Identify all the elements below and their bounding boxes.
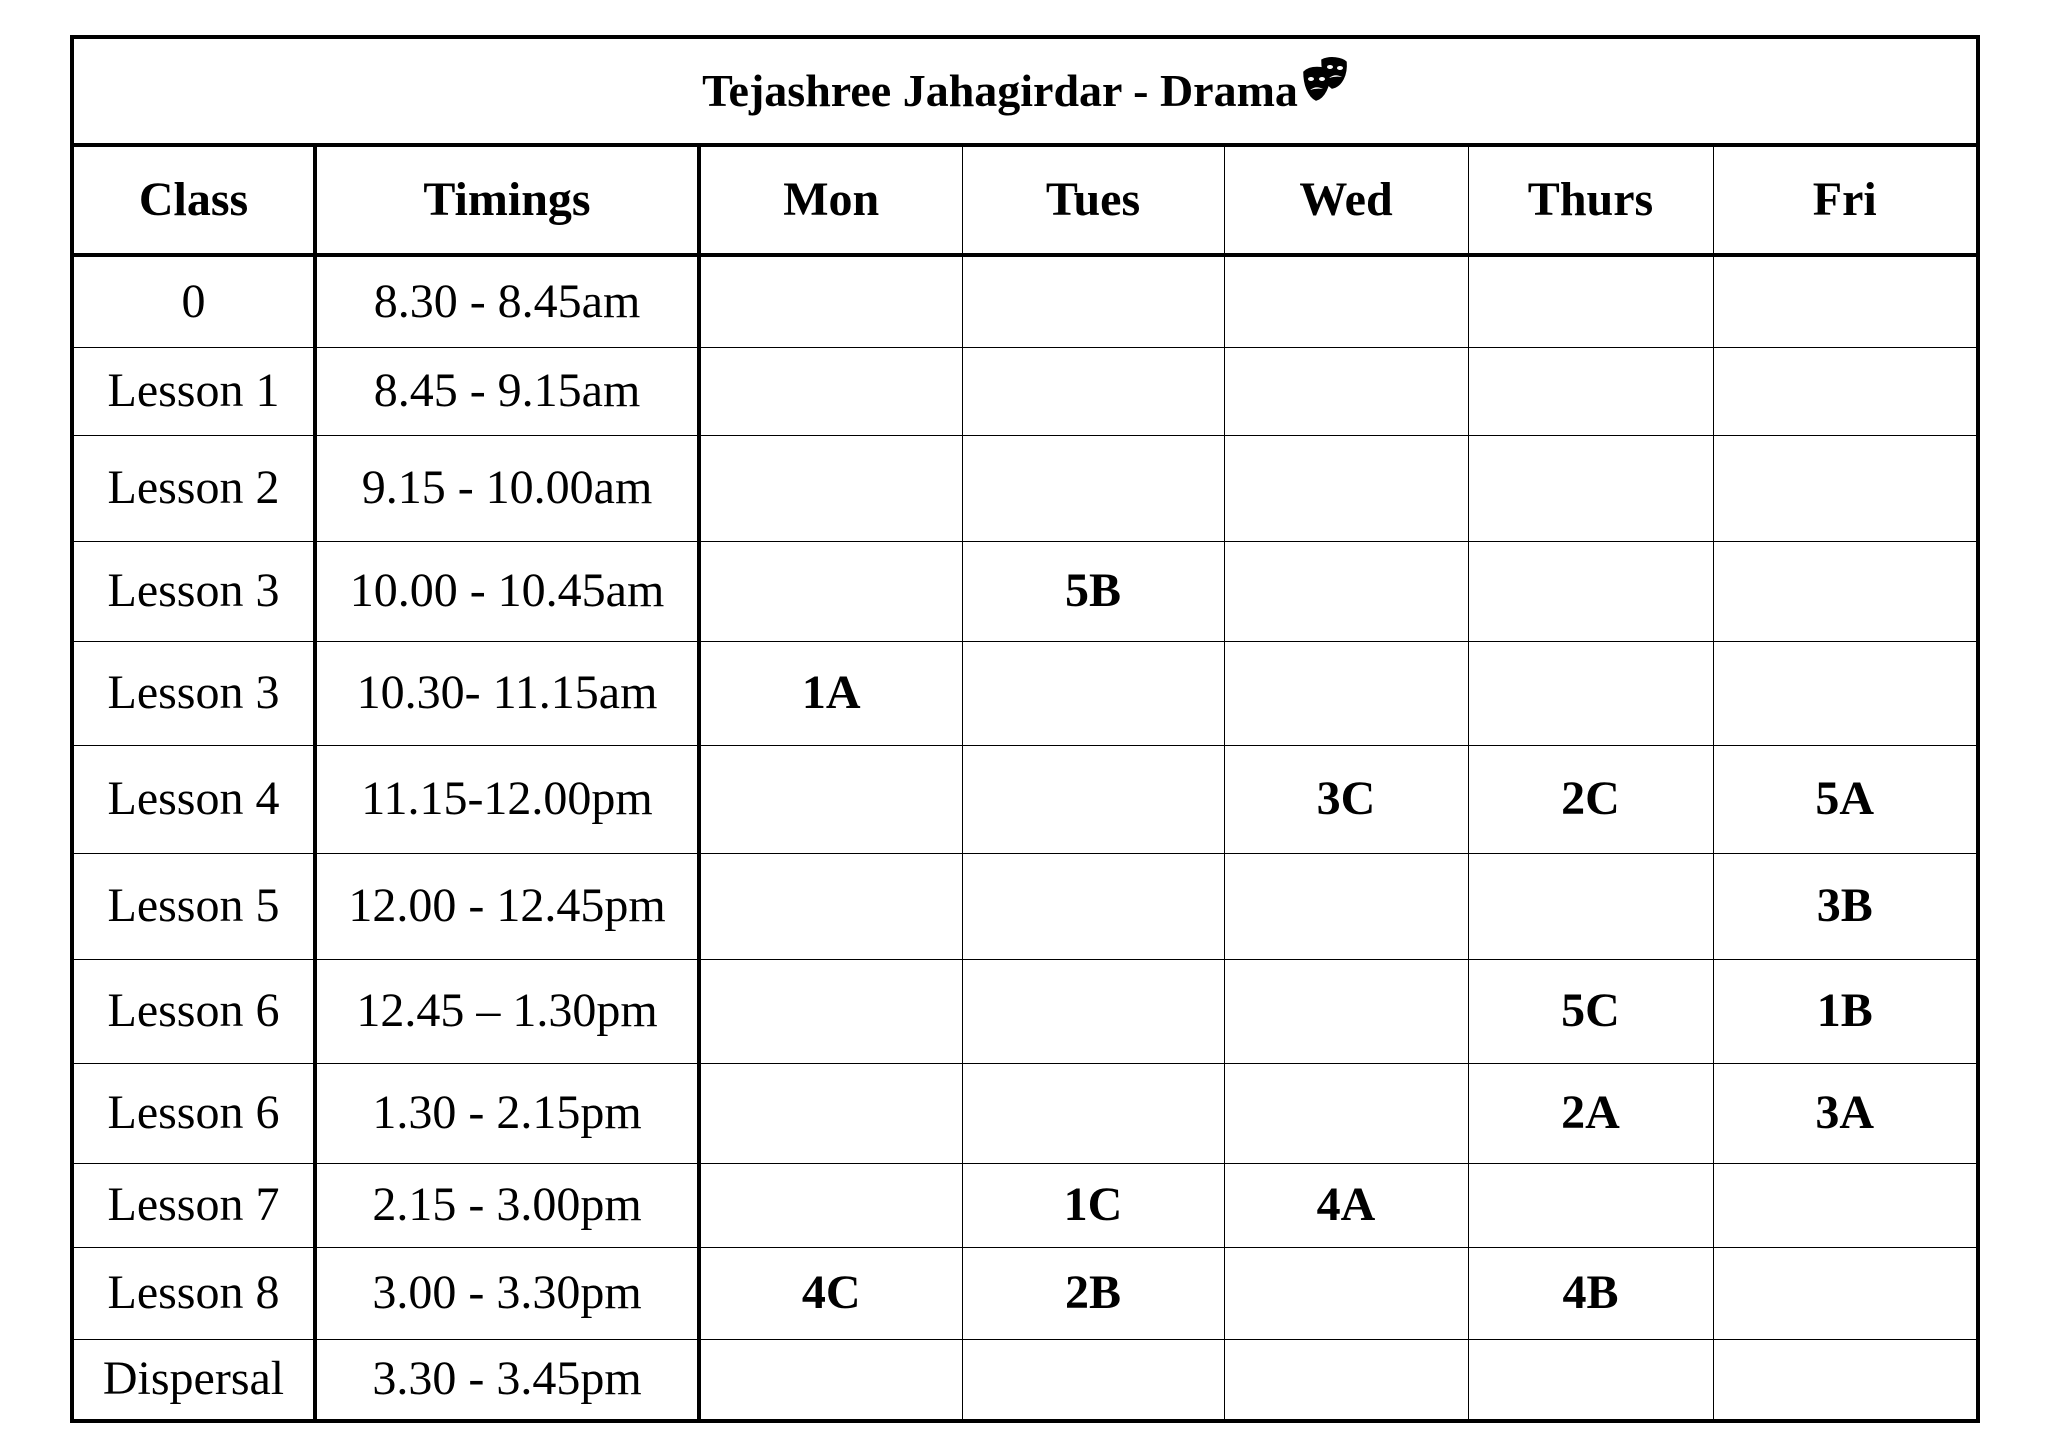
- timing-cell: 10.00 - 10.45am: [315, 541, 699, 641]
- slot-thurs: 4B: [1468, 1247, 1713, 1339]
- timing-cell: 10.30- 11.15am: [315, 641, 699, 745]
- class-cell: Dispersal: [72, 1339, 315, 1421]
- table-row: [72, 641, 1978, 745]
- slot-wed: [1224, 853, 1468, 959]
- table-row: [72, 255, 1978, 347]
- slot-thurs: [1468, 435, 1713, 541]
- slot-mon: [699, 1163, 962, 1247]
- header-mon: Mon: [699, 145, 962, 255]
- slot-tues: [962, 745, 1224, 853]
- class-cell: Lesson 4: [72, 745, 315, 853]
- slot-mon: [699, 1339, 962, 1421]
- slot-wed: [1224, 959, 1468, 1063]
- slot-wed: [1224, 1247, 1468, 1339]
- slot-fri: 3A: [1713, 1063, 1978, 1163]
- table-row: [72, 541, 1978, 641]
- slot-wed: [1224, 435, 1468, 541]
- class-cell: Lesson 3: [72, 641, 315, 745]
- slot-tues: 2B: [962, 1247, 1224, 1339]
- timetable: [70, 35, 1980, 1423]
- class-cell: Lesson 7: [72, 1163, 315, 1247]
- timing-cell: 11.15-12.00pm: [315, 745, 699, 853]
- slot-tues: [962, 435, 1224, 541]
- slot-fri: [1713, 1163, 1978, 1247]
- slot-tues: 5B: [962, 541, 1224, 641]
- header-tues: Tues: [962, 145, 1224, 255]
- slot-fri: [1713, 1339, 1978, 1421]
- table-row: [72, 1247, 1978, 1339]
- slot-thurs: [1468, 541, 1713, 641]
- slot-mon: [699, 745, 962, 853]
- timetable-title: Tejashree Jahagirdar - Drama: [702, 65, 1298, 116]
- slot-mon: [699, 853, 962, 959]
- table-row: [72, 1063, 1978, 1163]
- slot-mon: [699, 1063, 962, 1163]
- timing-cell: 3.30 - 3.45pm: [315, 1339, 699, 1421]
- class-cell: Lesson 8: [72, 1247, 315, 1339]
- slot-mon: [699, 347, 962, 435]
- slot-wed: [1224, 347, 1468, 435]
- timing-cell: 8.45 - 9.15am: [315, 347, 699, 435]
- header-thurs: Thurs: [1468, 145, 1713, 255]
- slot-mon: [699, 435, 962, 541]
- table-row: [72, 959, 1978, 1063]
- slot-mon: 1A: [699, 641, 962, 745]
- slot-fri: [1713, 255, 1978, 347]
- table-row: [72, 347, 1978, 435]
- header-wed: Wed: [1224, 145, 1468, 255]
- slot-fri: [1713, 1247, 1978, 1339]
- slot-tues: 1C: [962, 1163, 1224, 1247]
- header-class: Class: [72, 145, 315, 255]
- slot-fri: [1713, 641, 1978, 745]
- timing-cell: 12.45 – 1.30pm: [315, 959, 699, 1063]
- slot-wed: [1224, 641, 1468, 745]
- slot-tues: [962, 641, 1224, 745]
- slot-fri: [1713, 435, 1978, 541]
- slot-wed: [1224, 541, 1468, 641]
- slot-fri: 5A: [1713, 745, 1978, 853]
- slot-tues: [962, 1063, 1224, 1163]
- class-cell: Lesson 1: [72, 347, 315, 435]
- timing-cell: 9.15 - 10.00am: [315, 435, 699, 541]
- slot-mon: [699, 255, 962, 347]
- timetable-sheet: [70, 35, 1976, 1419]
- slot-thurs: [1468, 1163, 1713, 1247]
- header-row: [72, 145, 1978, 255]
- class-cell: Lesson 2: [72, 435, 315, 541]
- slot-thurs: 5C: [1468, 959, 1713, 1063]
- slot-tues: [962, 255, 1224, 347]
- table-row: [72, 745, 1978, 853]
- slot-mon: [699, 959, 962, 1063]
- slot-thurs: 2C: [1468, 745, 1713, 853]
- slot-fri: [1713, 541, 1978, 641]
- slot-wed: [1224, 255, 1468, 347]
- slot-thurs: [1468, 853, 1713, 959]
- title-row: [72, 37, 1978, 145]
- timing-cell: 12.00 - 12.45pm: [315, 853, 699, 959]
- timetable-title-cell: [72, 37, 1978, 145]
- timing-cell: 8.30 - 8.45am: [315, 255, 699, 347]
- class-cell: Lesson 5: [72, 853, 315, 959]
- header-fri: Fri: [1713, 145, 1978, 255]
- header-timings: Timings: [315, 145, 699, 255]
- slot-tues: [962, 959, 1224, 1063]
- slot-tues: [962, 853, 1224, 959]
- timing-cell: 2.15 - 3.00pm: [315, 1163, 699, 1247]
- slot-thurs: [1468, 255, 1713, 347]
- table-row: [72, 853, 1978, 959]
- class-cell: Lesson 3: [72, 541, 315, 641]
- slot-wed: 3C: [1224, 745, 1468, 853]
- class-cell: Lesson 6: [72, 1063, 315, 1163]
- table-row: [72, 1339, 1978, 1421]
- slot-fri: 3B: [1713, 853, 1978, 959]
- drama-masks-icon: [1302, 54, 1348, 112]
- slot-mon: 4C: [699, 1247, 962, 1339]
- table-row: [72, 1163, 1978, 1247]
- slot-fri: 1B: [1713, 959, 1978, 1063]
- class-cell: Lesson 6: [72, 959, 315, 1063]
- slot-wed: [1224, 1339, 1468, 1421]
- slot-wed: 4A: [1224, 1163, 1468, 1247]
- slot-mon: [699, 541, 962, 641]
- slot-tues: [962, 347, 1224, 435]
- slot-tues: [962, 1339, 1224, 1421]
- slot-thurs: [1468, 641, 1713, 745]
- slot-thurs: [1468, 1339, 1713, 1421]
- timing-cell: 1.30 - 2.15pm: [315, 1063, 699, 1163]
- timing-cell: 3.00 - 3.30pm: [315, 1247, 699, 1339]
- slot-fri: [1713, 347, 1978, 435]
- class-cell: 0: [72, 255, 315, 347]
- slot-thurs: [1468, 347, 1713, 435]
- slot-thurs: 2A: [1468, 1063, 1713, 1163]
- table-row: [72, 435, 1978, 541]
- slot-wed: [1224, 1063, 1468, 1163]
